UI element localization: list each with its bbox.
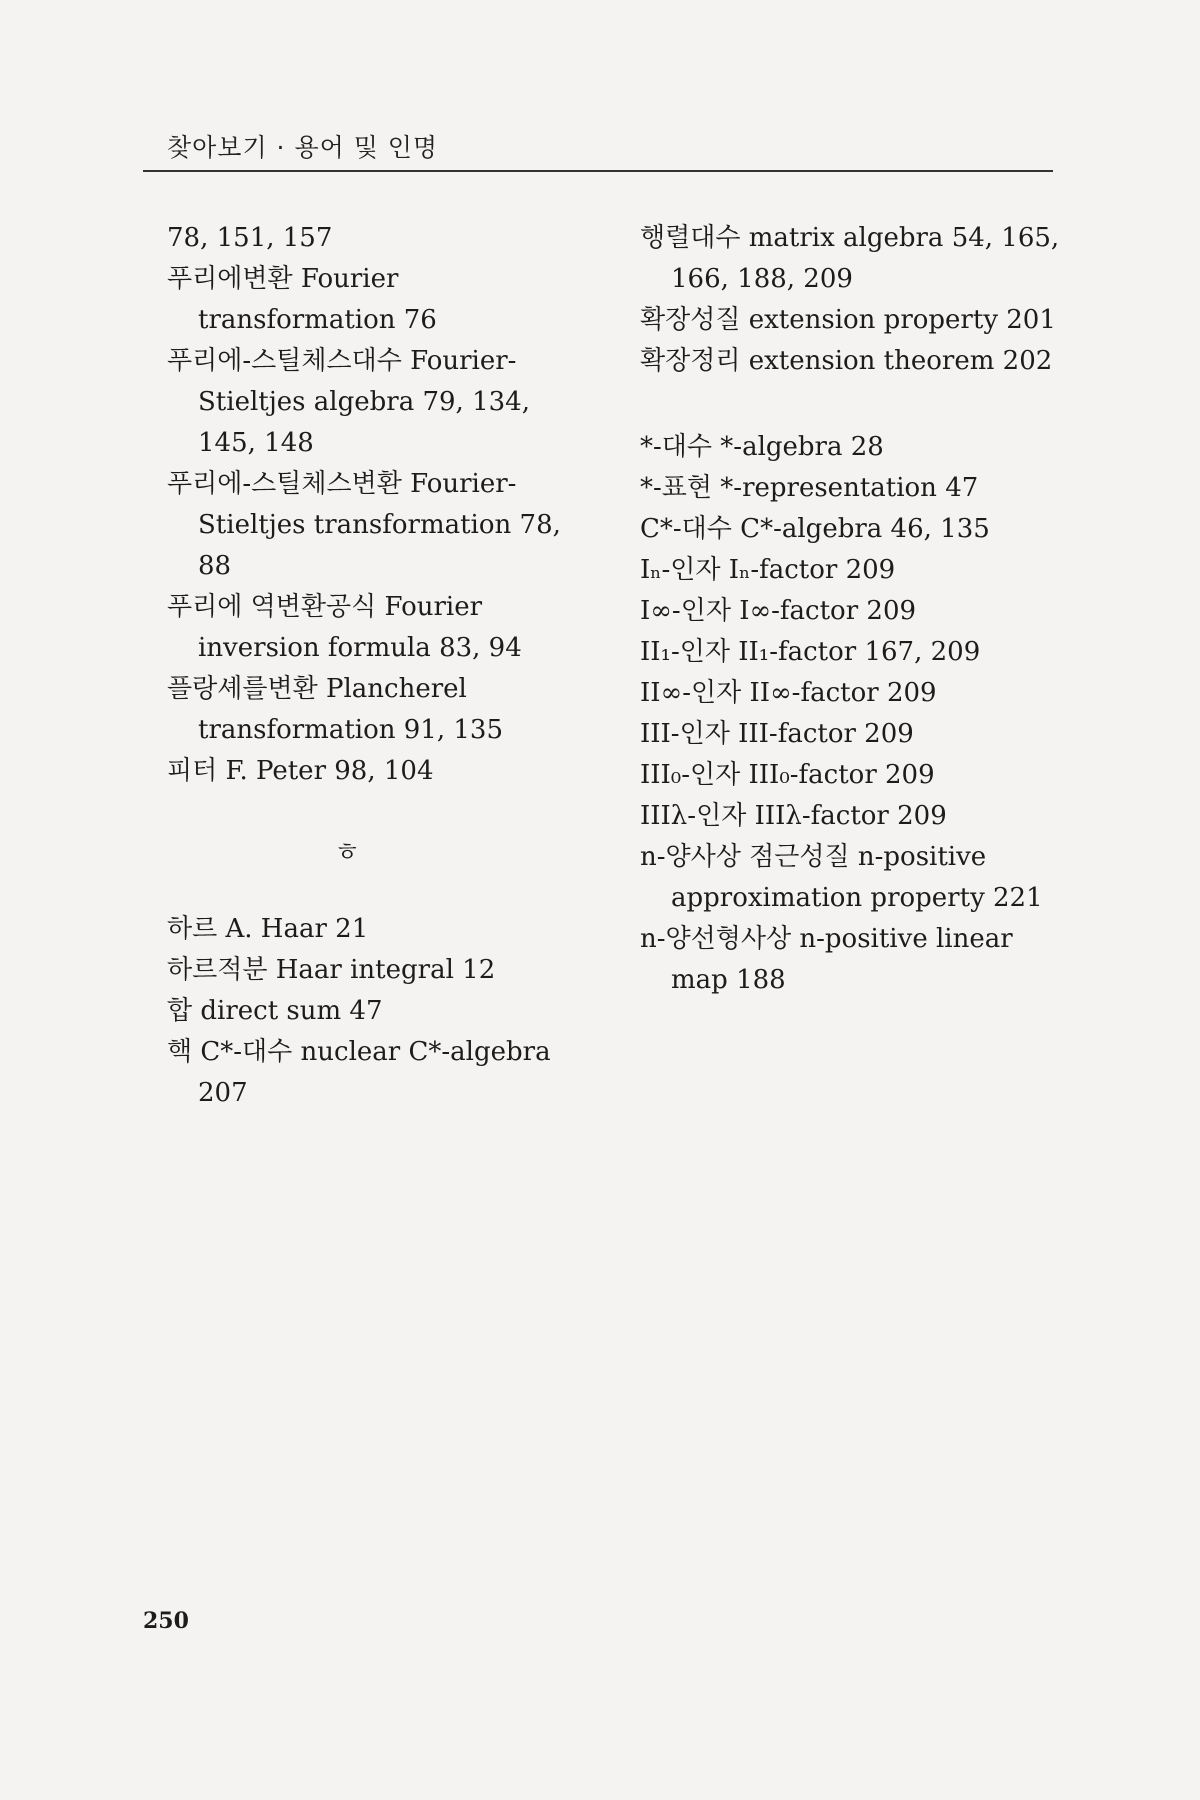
left-column: [167, 218, 567, 1114]
index-entry: n-양사상 점근성질 n-positive approximation property 221: [640, 842, 1043, 913]
index-entry: 플랑셰를변환 Plancherel transformation 91, 135: [167, 674, 503, 745]
index-entry: 합 direct sum 47: [167, 996, 383, 1026]
page-number: 250: [143, 1608, 189, 1634]
index-entry: 확장정리 extension theorem 202: [640, 346, 1053, 376]
index-entry: n-양선형사상 n-positive linear map 188: [640, 924, 1013, 995]
right-column: [640, 218, 1060, 1001]
index-entry: II₁-인자 II₁-factor 167, 209: [640, 637, 981, 667]
index-entry: 하르적분 Haar integral 12: [167, 955, 496, 985]
index-entry: 확장성질 extension property 201: [640, 305, 1056, 335]
index-entry: III-인자 III-factor 209: [640, 719, 914, 749]
index-entry: 푸리에 역변환공식 Fourier inversion formula 83, 94: [167, 592, 522, 663]
index-entry: 푸리에-스틸체스대수 Fourier-Stieltjes algebra 79, 134, 145, 148: [167, 346, 530, 458]
index-entry: 피터 F. Peter 98, 104: [167, 756, 434, 786]
index-entry: I∞-인자 I∞-factor 209: [640, 596, 917, 626]
section-gap: [640, 382, 1060, 427]
index-entry: *-표현 *-representation 47: [640, 473, 979, 503]
index-entry: 하르 A. Haar 21: [167, 914, 369, 944]
index-entry: 푸리에변환 Fourier transformation 76: [167, 264, 437, 335]
index-entry: 핵 C*-대수 nuclear C*-algebra 207: [167, 1037, 551, 1108]
running-header: 찾아보기 · 용어 및 인명: [167, 133, 439, 162]
index-entry: 행렬대수 matrix algebra 54, 165, 166, 188, 209: [640, 223, 1060, 294]
header-rule: [143, 170, 1053, 172]
section-letter: ㅎ: [334, 838, 360, 868]
index-entry: III₀-인자 III₀-factor 209: [640, 760, 935, 790]
index-entry: Iₙ-인자 Iₙ-factor 209: [640, 555, 896, 585]
index-entry: *-대수 *-algebra 28: [640, 432, 884, 462]
index-entry: C*-대수 C*-algebra 46, 135: [640, 514, 990, 544]
index-entry: II∞-인자 II∞-factor 209: [640, 678, 937, 708]
index-entry: IIIλ-인자 IIIλ-factor 209: [640, 801, 947, 831]
index-entry: 푸리에-스틸체스변환 Fourier-Stieltjes transformation 78, 88: [167, 469, 561, 581]
index-entry: 78, 151, 157: [167, 223, 333, 253]
